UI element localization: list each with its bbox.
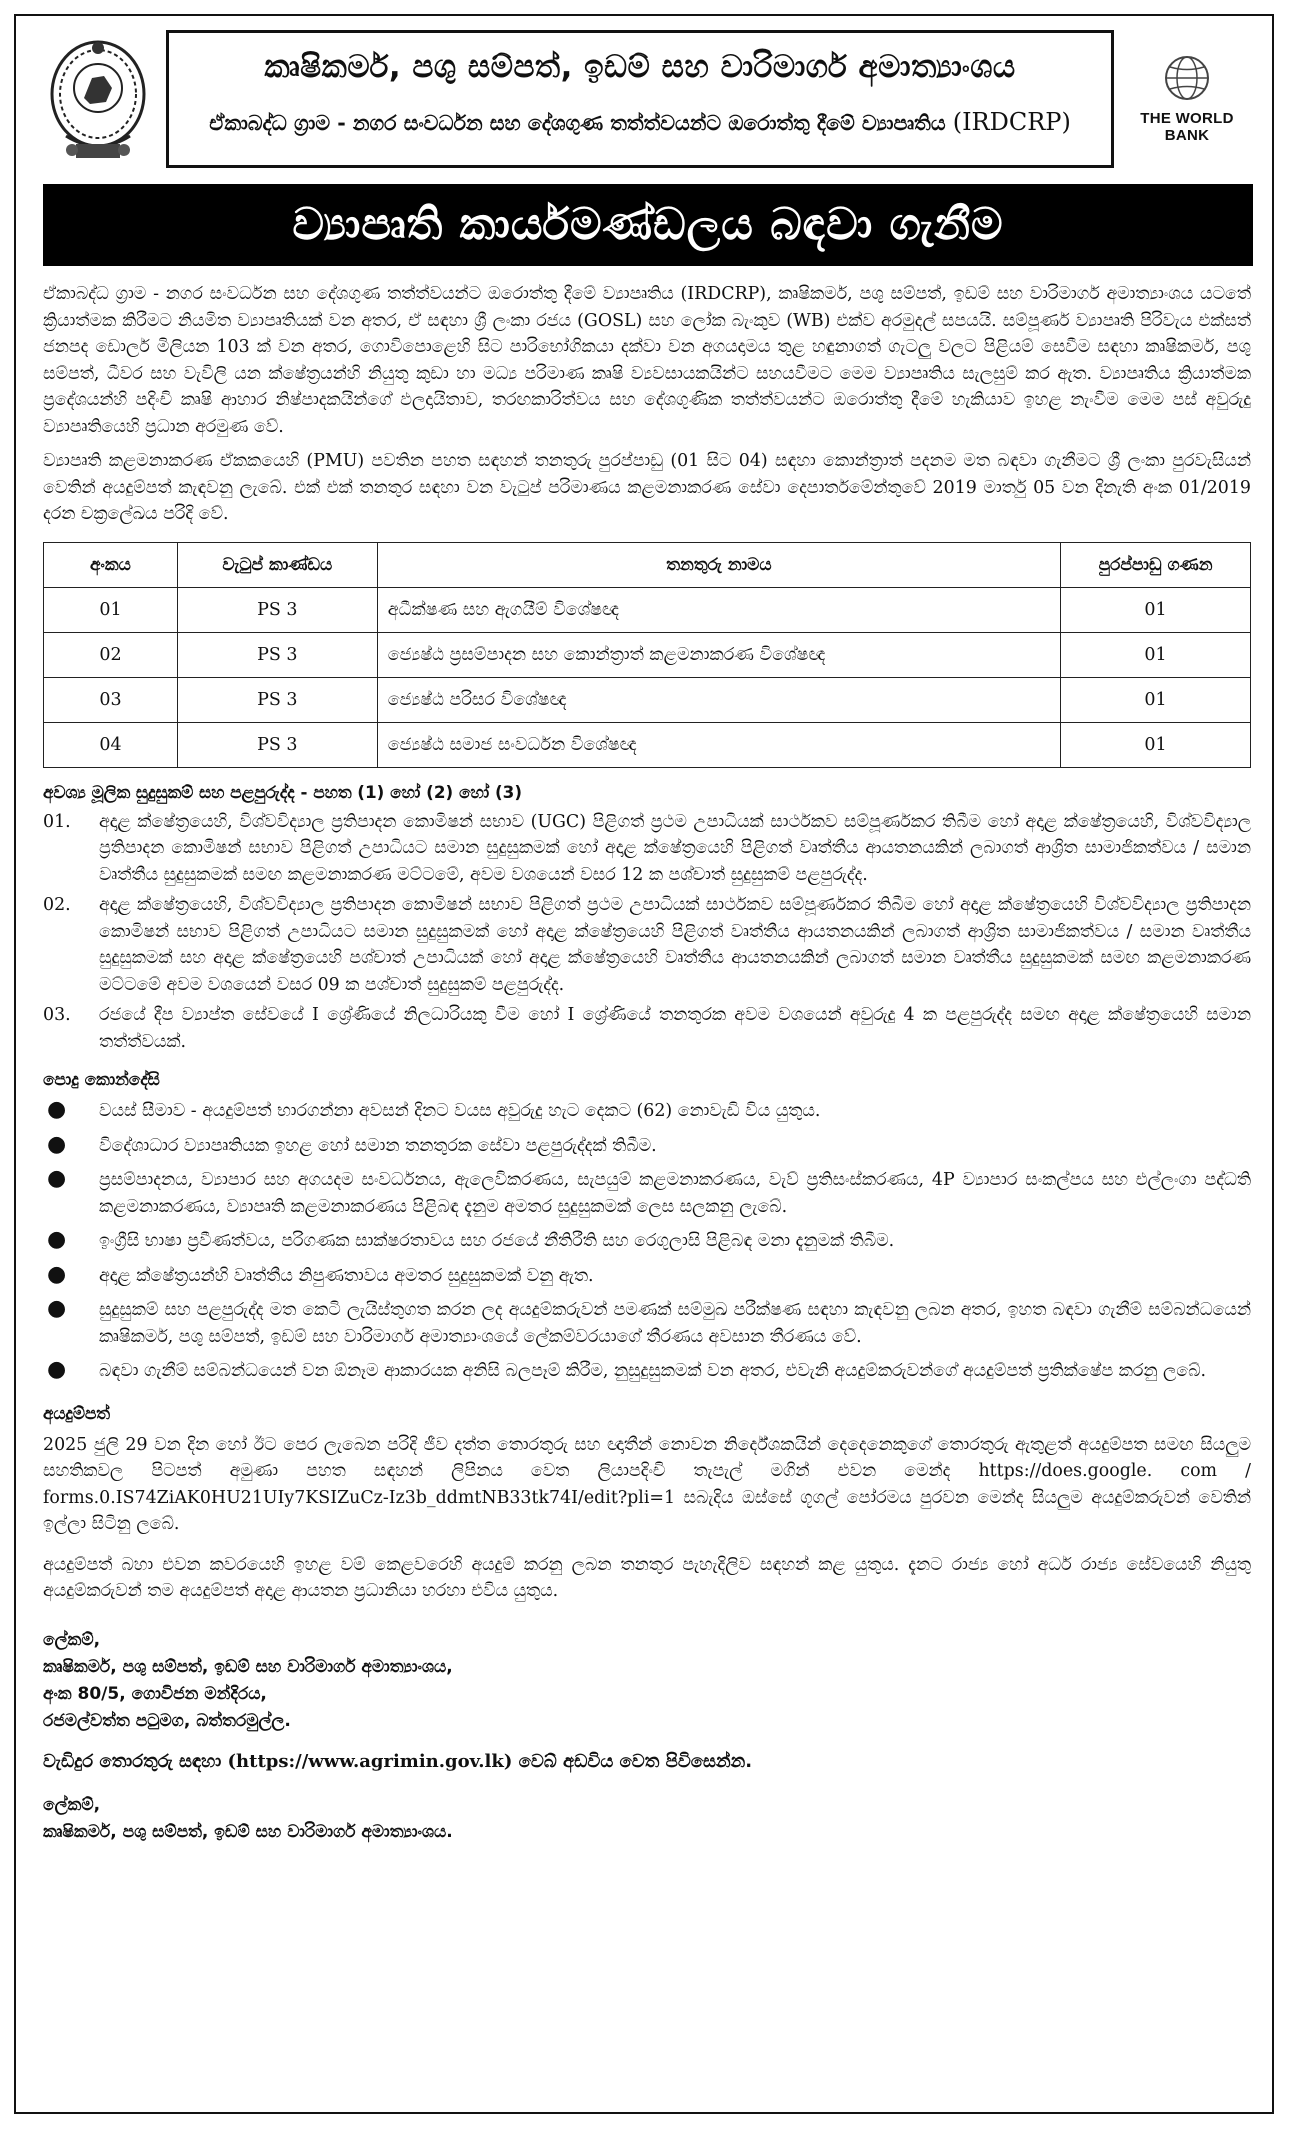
bullet-icon: ● — [47, 1166, 67, 1191]
table-header-row — [44, 542, 1251, 587]
item-number: 01. — [43, 811, 71, 832]
bullet-icon: ● — [47, 1227, 67, 1252]
table-row — [44, 677, 1251, 722]
row-grade: PS 3 — [177, 632, 377, 677]
positions-table — [43, 542, 1251, 768]
list-item — [43, 1263, 1251, 1290]
intro-paragraph: ඒකාබද්ධ ග්‍රාම - නගර සංවර්ධන සහ දේශගුණ තත්ත්වයන්ට ඔරොත්තු දීමේ ව්‍යාපෘතිය (IRDCRP), කෘෂිකර්ම, පශු සම්පත්, ඉඩම් සහ වාරිමාර්ග අමාත්‍යාංශය යටතේ ක්‍රියාත්මක කිරීමට නියමිත ව්‍යාපෘතියක් වන අතර, ඒ සඳහා ශ්‍රී ලංකා රජය (GOSL) සහ ලෝක බැංකුව (WB) එක්ව අරමුදල් සපයයි. සම්පූර්ණ ව්‍යාපෘති පිරිවැය එක්සත් ජනපද ඩොලර් මිලියන 103 ක් වන අතර, ගොවිපොළෙහි සිට පාරිභෝගිකයා දක්වා වන අගයදාමය තුළ හඳුනාගත් ගැටලු වලට පිළියම් සෙවීම සඳහා කෘෂිකර්ම, පශු සම්පත්, ධීවර සහ වැවිලි යන ක්ෂේත්‍රයන්හි නියුතු කුඩා හා මධ්‍ය පරිමාණ කෘෂි ව්‍යවසායකයින්ට සහයවීමට මෙම ව්‍යාපෘතිය සැලසුම් කර ඇත. ව්‍යාපෘතිය ක්‍රියාත්මක ප්‍රදේශයන්හි පදිංචි කෘෂි ආහාර නිෂ්පාදකයින්ගේ ඵලදායිතාව, තරඟකාරිත්වය සහ දේශගුණික තත්ත්වයන්ට ඔරොත්තු දීමේ හැකියාව ඉහළ නැංවීම මෙම පස් අවුරුදු ව්‍යාපෘතියෙහි ප්‍රධාන අරමුණ වේ. — [43, 284, 1251, 437]
list-item — [43, 1167, 1251, 1220]
row-no: 02 — [44, 632, 178, 677]
recruitment-banner: ව්‍යාපෘති කාර්යමණ්ඩලය බඳවා ගැනීම — [43, 184, 1253, 266]
item-text: අදාළ ක්ෂේත්‍රයෙහි, විශ්වවිද්‍යාල ප්‍රතිපාදන කොමිෂන් සභාව (UGC) පිළිගත් ප්‍රථම උපාධියක් සාර්ථකව සම්පූර්ණකර තිබීම හෝ අදාළ ක්ෂේත්‍රයෙහි, විශ්වවිද්‍යාල ප්‍රතිපාදන කොමිෂන් සභාව පිළිගත් උපාධියට සමාන සුදුසුකමක් හෝ අදාළ ක්ෂේත්‍රයෙහි පිළිගත් වෘත්තීය ආයතනයකින් ලබාගත් ආශ්‍රිත සාමාජිකත්වය / සමාන වෘත්තීය සුදුසුකමක් සමඟ කළමනාකරණ මට්ටමේ, අවම වශයෙන් වසර 12 ක පශ්චාත් සුදුසුකම් පළපුරුද්ද. — [99, 811, 1251, 885]
item-text: අදාළ ක්ෂේත්‍රයන්හි වෘත්තීය නිපුණතාවය අමතර සුදුසුකමක් වනු ඇත. — [99, 1265, 594, 1286]
signoff-line: ලේකම්, — [43, 1794, 101, 1815]
bullet-icon: ● — [47, 1097, 67, 1122]
table-row — [44, 722, 1251, 767]
item-text: සුදුසුකම් සහ පළපුරුද්ද මත කෙටි ලැයිස්තුගත කරන ලද අයදුම්කරුවන් පමණක් සම්මුඛ පරීක්ෂණ සඳහා කැඳවනු ලබන අතර, ඉහත බඳවා ගැනීම් සම්බන්ධයෙන් කෘෂිකර්ම, පශු සම්පත්, ඉඩම් සහ වාරිමාර්ග අමාත්‍යාංශයේ ලේකම්වරයාගේ තීරණය අවසාන තීරණය වේ. — [99, 1300, 1251, 1347]
project-name-text: ඒකාබද්ධ ග්‍රාම - නගර සංවර්ධන සහ දේශගුණ තත්ත්වයන්ට ඔරොත්තු දීමේ ව්‍යාපෘතිය — [209, 111, 946, 135]
row-no: 04 — [44, 722, 178, 767]
bullet-icon: ● — [47, 1131, 67, 1157]
envelope-text: අයදුම්පත් බහා එවන කවරයෙහි ඉහළ වම් කෙළවරෙහි අයදුම් කරනු ලබන තනතුර පැහැදිලිව සඳහන් කළ යුතුය. දැනට රාජ්‍ය හෝ අර්ධ රාජ්‍ය සේවයෙහි නියුතු අයදුම්කරුවන් තම අයදුම්පත් අදාළ ආයතන ප්‍රධානියා හරහා එවිය යුතුය. — [43, 1554, 1251, 1601]
address-line: ලේකම්, — [43, 1629, 101, 1650]
row-no: 03 — [44, 677, 178, 722]
address-line: අංක 80/5, ගොවිජන මන්දිරය, — [43, 1683, 267, 1704]
row-grade: PS 3 — [177, 722, 377, 767]
list-item — [43, 1228, 1251, 1255]
header-no: අංකය — [44, 542, 178, 587]
item-text: බඳවා ගැනීම් සම්බන්ධයෙන් වන ඕනෑම ආකාරයක අනිසි බලපෑම් කිරීම, නුසුදුසුකමක් වන අතර, එවැනි අයදුම්කරුවන්ගේ අයදුම්පත් ප්‍රතික්ෂේප කරනු ලබේ. — [99, 1361, 1207, 1381]
project-abbr: (IRDCRP) — [952, 108, 1071, 136]
qualifications-list — [43, 809, 1251, 1056]
signoff-line: කෘෂිකර්ම, පශු සම්පත්, ඉඩම් සහ වාරිමාර්ග අමාත්‍යාංශය. — [43, 1821, 453, 1842]
vacancy-paragraph: ව්‍යාපෘති කළමනාකරණ ඒකකයෙහි (PMU) පවතින පහත සඳහන් තනතුරු පුරප්පාඩු (01 සිට 04) සඳහා කොන්ත්‍රාත් පදනම මත බඳවා ගැනීමට ශ්‍රී ලංකා පුරවැසියන් වෙතින් අයදුම්පත් කැඳවනු ලැබේ. එක් එක් තනතුර සඳහා වන වැටුප් පරිමාණය කළමනාකරණ සේවා දෙපාර්තමේන්තුවේ 2019 මාර්තු 05 වන දිනැති අංක 01/2019 දරන චක්‍රලේඛය පරිදි වේ. — [43, 451, 1251, 524]
item-text: රජයේ දීප ව්‍යාප්ත සේවයේ I ශ්‍රේණියේ නිලධාරියකු වීම හෝ I ශ්‍රේණියේ තනතුරක අවම වශයෙන් අවුරුදු 4 ක පළපුරුද්ද සමඟ අදාළ ක්ෂේත්‍රයෙහි සමාන තත්ත්වයක්. — [99, 1005, 1251, 1052]
table-row — [44, 587, 1251, 632]
row-grade: PS 3 — [177, 587, 377, 632]
row-no: 01 — [44, 587, 178, 632]
application-text: 2025 ජුලි 29 වන දින හෝ ඊට පෙර ලැබෙන පරිදි ජීව දත්ත තොරතුරු සහ ඥාතීන් නොවන නිර්දේශකයින් දෙදෙනෙකුගේ තොරතුරු ඇතුළත් අයදුම්පත සමඟ සියලුම සහතිකවල පිටපත් අමුණා පහත සඳහන් ලිපිනය වෙත ලියාපදිංචි තැපැල් මගින් එවන මෙන්ද https://does.google. com / forms.0.IS74ZiAK0HU21UIy7KSIZuCz-Iz3b_ddmtNB33tk74I/edit?pli=1 සබැදිය ඔස්සේ ගූගල් පෝරමය පුරවන මෙන්ද සියලුම අයදුම්කරුවන් වෙතින් ඉල්ලා සිටිනු ලබේ. — [43, 1434, 1251, 1534]
world-bank-globe-icon — [1163, 54, 1211, 102]
conditions-list — [43, 1098, 1251, 1385]
bullet-icon: ● — [47, 1296, 67, 1321]
item-text: වයස් සීමාව - අයදුම්පත් භාරගන්නා අවසන් දිනට වයස අවුරුදු හැට දෙකට (62) නොවැඩි විය යුතුය. — [99, 1101, 821, 1121]
address-block — [43, 1627, 1251, 1735]
ministry-name: කෘෂිකර්ම, පශු සම්පත්, ඉඩම් සහ වාරිමාර්ග අමාත්‍යාංශය — [264, 49, 1016, 85]
list-item — [43, 1098, 1251, 1125]
row-title: අධීක්ෂණ සහ ඇගයීම් විශේෂඥ — [377, 587, 1060, 632]
row-title: ජ්‍යෙෂ්ඨ ප්‍රසම්පාදන සහ කොන්ත්‍රාත් කළමනාකරණ විශේෂඥ — [377, 632, 1060, 677]
bullet-icon: ● — [47, 1261, 67, 1287]
website-note — [43, 1751, 1251, 1772]
row-grade: PS 3 — [177, 677, 377, 722]
project-name — [169, 108, 1111, 136]
header-title: තනතුරු නාමය — [377, 542, 1060, 587]
list-item — [43, 809, 1251, 889]
row-count: 01 — [1061, 722, 1251, 767]
item-text: අදාළ ක්ෂේත්‍රයෙහි, විශ්වවිද්‍යාල ප්‍රතිපාදන කොමිෂන් සභාව පිළිගත් ප්‍රථම උපාධියක් සාර්ථකව සම්පූර්ණකර තිබීම හෝ අදාළ ක්ෂේත්‍රයෙහි විශ්වවිද්‍යාල ප්‍රතිපාදන කොමිෂන් සභාව පිළිගත් උපාධියට සමාන සුදුසුකමක් හෝ අදාළ ක්ෂේත්‍රයෙහි පිළිගත් වෘත්තීය ආයතනයකින් ලබාගත් ආශ්‍රිත සාමාජිකත්වය / සමාන වෘත්තීය සුදුසුකමක් සහ අදාළ ක්ෂේත්‍රයෙහි පශ්චාත් උපාධියක් හෝ අදාළ ක්ෂේත්‍රයෙහි වෘත්තීය ආයතනයකින් ලබාගත් සමාන වෘත්තීය සුදුසුකමක් සමඟ කළමනාකරණ මට්ටමේ අවම වශයෙන් වසර 09 ක පශ්චාත් සුදුසුකම් පළපුරුද්ද. — [99, 895, 1251, 995]
world-bank-label: THE WORLD BANK — [1140, 110, 1234, 144]
conditions-heading: පොදු කොන්දේසි — [43, 1069, 160, 1089]
row-count: 01 — [1061, 677, 1251, 722]
list-item — [43, 892, 1251, 998]
sri-lanka-emblem-icon — [46, 32, 151, 172]
website-link[interactable]: (https://www.agrimin.gov.lk) — [227, 1750, 513, 1772]
header-grade: වැටුප් කාණ්ඩය — [177, 542, 377, 587]
list-item — [43, 1133, 1251, 1160]
address-line: රජමල්වත්ත පටුමග, බත්තරමුල්ල. — [43, 1710, 291, 1731]
table-row — [44, 632, 1251, 677]
bullet-icon: ● — [47, 1357, 67, 1382]
world-bank-logo — [1122, 54, 1252, 144]
row-count: 01 — [1061, 632, 1251, 677]
item-number: 02. — [43, 895, 71, 915]
item-text: ප්‍රසම්පාදනය, ව්‍යාපාර සහ අගයදම සංවර්ධනය, ඇලෙවිකරණය, සැපයුම් කළමනාකරණය, වැව් ප්‍රතිසංස්කරණය, 4P ව්‍යාපාර සංකල්පය සහ එල්ලංගා පද්ධති කළමනාකරණය, ව්‍යාපෘති කළමනාකරණය පිළිබඳ දැනුම අමතර සුදුසුකමක් ලෙස සලකනු ලැබේ. — [99, 1170, 1251, 1217]
website-post: වෙබ් අඩවිය වෙත පිවිසෙන්න. — [518, 1750, 753, 1772]
application-heading: අයදුම්පත් — [43, 1402, 110, 1423]
header — [16, 16, 1272, 191]
row-title: ජ්‍යෙෂ්ඨ සමාජ සංවර්ධන විශේෂඥ — [377, 722, 1060, 767]
signoff-block — [43, 1792, 1251, 1846]
list-item — [43, 1297, 1251, 1350]
website-pre: වැඩිදුර තොරතුරු සඳහා — [43, 1750, 222, 1772]
item-text: විදේශාධාර ව්‍යාපෘතියක ඉහළ හෝ සමාන තනතුරක සේවා පළපුරුද්දක් තිබීම. — [99, 1135, 657, 1156]
header-count: පුරප්පාඩු ගණන — [1061, 542, 1251, 587]
item-number: 03. — [43, 1005, 71, 1025]
list-item — [43, 1002, 1251, 1055]
ministry-title-box — [166, 30, 1114, 168]
row-title: ජ්‍යෙෂ්ඨ පරිසර විශේෂඥ — [377, 677, 1060, 722]
advertisement-page — [14, 14, 1274, 2114]
row-count: 01 — [1061, 587, 1251, 632]
item-text: ඉංග්‍රීසි භාෂා ප්‍රවීණත්වය, පරිගණක සාක්ෂරතාවය සහ රජයේ නීතිරීති සහ රෙගුලාසි පිළිබඳ මනා දැනුමක් තිබීම. — [99, 1231, 895, 1251]
address-line: කෘෂිකර්ම, පශු සම්පත්, ඉඩම් සහ වාරිමාර්ග අමාත්‍යාංශය, — [43, 1656, 453, 1677]
qualifications-heading: අවශ්‍ය මූලික සුදුසුකම් සහ පළපුරුද්ද - පහත (1) හෝ (2) හෝ (3) — [43, 781, 523, 802]
list-item — [43, 1358, 1251, 1385]
body-content — [43, 281, 1251, 1846]
